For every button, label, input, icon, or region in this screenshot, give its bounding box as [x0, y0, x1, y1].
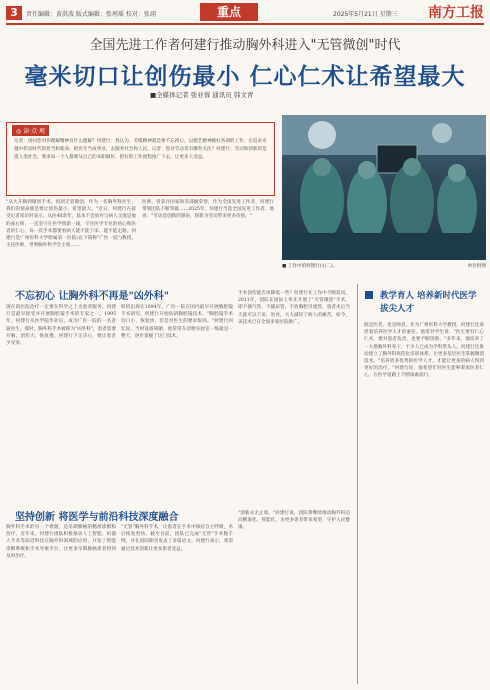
issue-date: 2025年5月21日 星期三: [333, 11, 398, 18]
newspaper-logo: 南方工报: [428, 5, 484, 21]
surgery-photo: [282, 115, 486, 260]
subhead-2: 坚持创新 将医学与前沿科技深度融合: [15, 512, 179, 523]
interview-text: 记者：请问您对你理解精神有什么理解？何建行：我认为，劳模精神就是要不忘初心，以德艺精神做好各项的工作，在追求卓越中彰显时代的担当和使命。把医生当成事业，去服务社会和人民。记者：您对劳动者有哪些关注？何建行：劳动和创新的是提人类社会，要求每一个人都要从自己的本职做好，把好的工作流程推广下去，让更多人受益。: [14, 139, 267, 160]
intro-column-2: 医师，曾获评国家和省部级荣誉，作为全国先进工作者，何建行带领团队不断突破……2025年，何建行当选全国先进工作者。他说："劳动是创新的源泉，创新为劳动带来更多价值。": [142, 200, 274, 220]
section1-col-1: 现在的医院治疗一定要在科学之上为患者服务。何建行是最早接受并开展胸腔镜手术的专家之一。1995年，何建行从医学院毕业后，成为广医一院的一名普通医生。那时，胸外科手术被称为"凶外科"，患者需要开胸，创伤大、恢复慢。何建行下定决心，要让患者少受罪。: [6, 305, 116, 347]
page-number: 3: [6, 6, 22, 20]
sidebar-text: 既是医者，也是师者。作为广州医科大学教授，何建行还承担着培养医学人才的重任。他常对学生说："医生要有仁心仁术，要对患者负责，也要不断创新。"多年来，他培养了一大批胸外科骨干，不少人已成为学科带头人。何建行还推动建立了胸外科规范化培训体系，让更多基层医生掌握微创技术。"培养更多优秀的医学人才，才能让更多的病人得到更好的治疗。"何建行说，他希望年轻医生能够秉承医者仁心，在医学道路上不断探索前行。: [364, 323, 484, 379]
caption-text: ■ 工作中的何建行(右二)。: [282, 264, 338, 269]
subhead-1: 不忘初心 让胸外科不再是"凶外科": [15, 291, 169, 302]
section1-col-2: 转机出现在1994年，广医一院在国内最早开展胸腔镜手术研究，何建行开始钻研胸腔镜技术。"胸腔镜手术切口小、恢复快，但是对医生的要求很高。"何建行回忆说，当时设备简陋，他常常在动物实验室一练就是一整天，逐步掌握了这门技术。: [121, 305, 233, 339]
article-byline: ■全媒体记者 张亚蓉 通讯员 韩文青: [150, 91, 254, 99]
section2-col-2: "无管"胸外科手术，让患者在手术中保持自主呼吸，术后恢复更快。截至目前，团队已完成"无管"手术数千例，并在国际期刊发表了多篇论文。何建行表示，希望通过技术创新让更多患者受益。: [121, 525, 233, 552]
interview-tag: ◎ 读·点·观: [12, 125, 49, 136]
sidebar-title: 教学育人 培养新时代医学拔尖人才: [380, 291, 477, 314]
editors-credit: 责任编辑：黄洪波 版式编辑：张珂瑶 校对：张翊: [26, 11, 156, 18]
section2-col-3: "创新永无止境。"何建行说，团队将继续推动胸外科迈向精准化、智能化，为更多患者带来希望，守护人民健康。: [238, 511, 350, 531]
article-kicker: 全国先进工作者何建行推动胸外科进入"无管微创"时代: [89, 38, 401, 53]
section1-col-3: 手术创伤能否再降低一些？何建行在工作中不断追问。2011年，团队在国际上率先开展了"无管微创"手术，即不插气管、不插尿管、不放胸腔引流管，患者术后当天就可以下床、进食，大大减轻了病人的痛苦。如今，该技术已在全国多家医院推广。: [238, 291, 350, 325]
article-title: 毫米切口让创伤最小 仁心仁术让希望最大: [24, 63, 466, 90]
section2-col-1: 胸外科手术的另一个难题，是早期肺癌的精准诊断和治疗。近年来，何建行团队积极推动人工智能、机器人手术等前沿科技在胸外科领域的应用，开发了智能诊断系统和手术导航平台，让更多早期肺癌患者得到及时治疗。: [6, 525, 116, 559]
section-badge: 重点: [200, 3, 258, 21]
intro-column-1: "从大开胸到微创手术，再到无管微创，作为一名胸外科医生，我们的使命就是要让创伤最小、希望最大。"近日，何建行在接受记者采访时表示。从医40余年，基本不会放弃与病人交流是他的座右铭，一直坚守在医学创新一线，守住医学专业的初心和医者的仁心，每一次手术都要看病人能不能下床、能不能走路。何建行是广州医科大学附属第一医院(以下简称"广医一院")教授、主任医师，世界胸外科学会主席……: [6, 200, 136, 249]
photo-caption: [282, 263, 486, 269]
sidebar-divider: [357, 284, 358, 684]
sidebar-marker: [365, 291, 373, 299]
header-rule: [6, 23, 484, 25]
photo-credit: 单位供图: [467, 264, 486, 269]
